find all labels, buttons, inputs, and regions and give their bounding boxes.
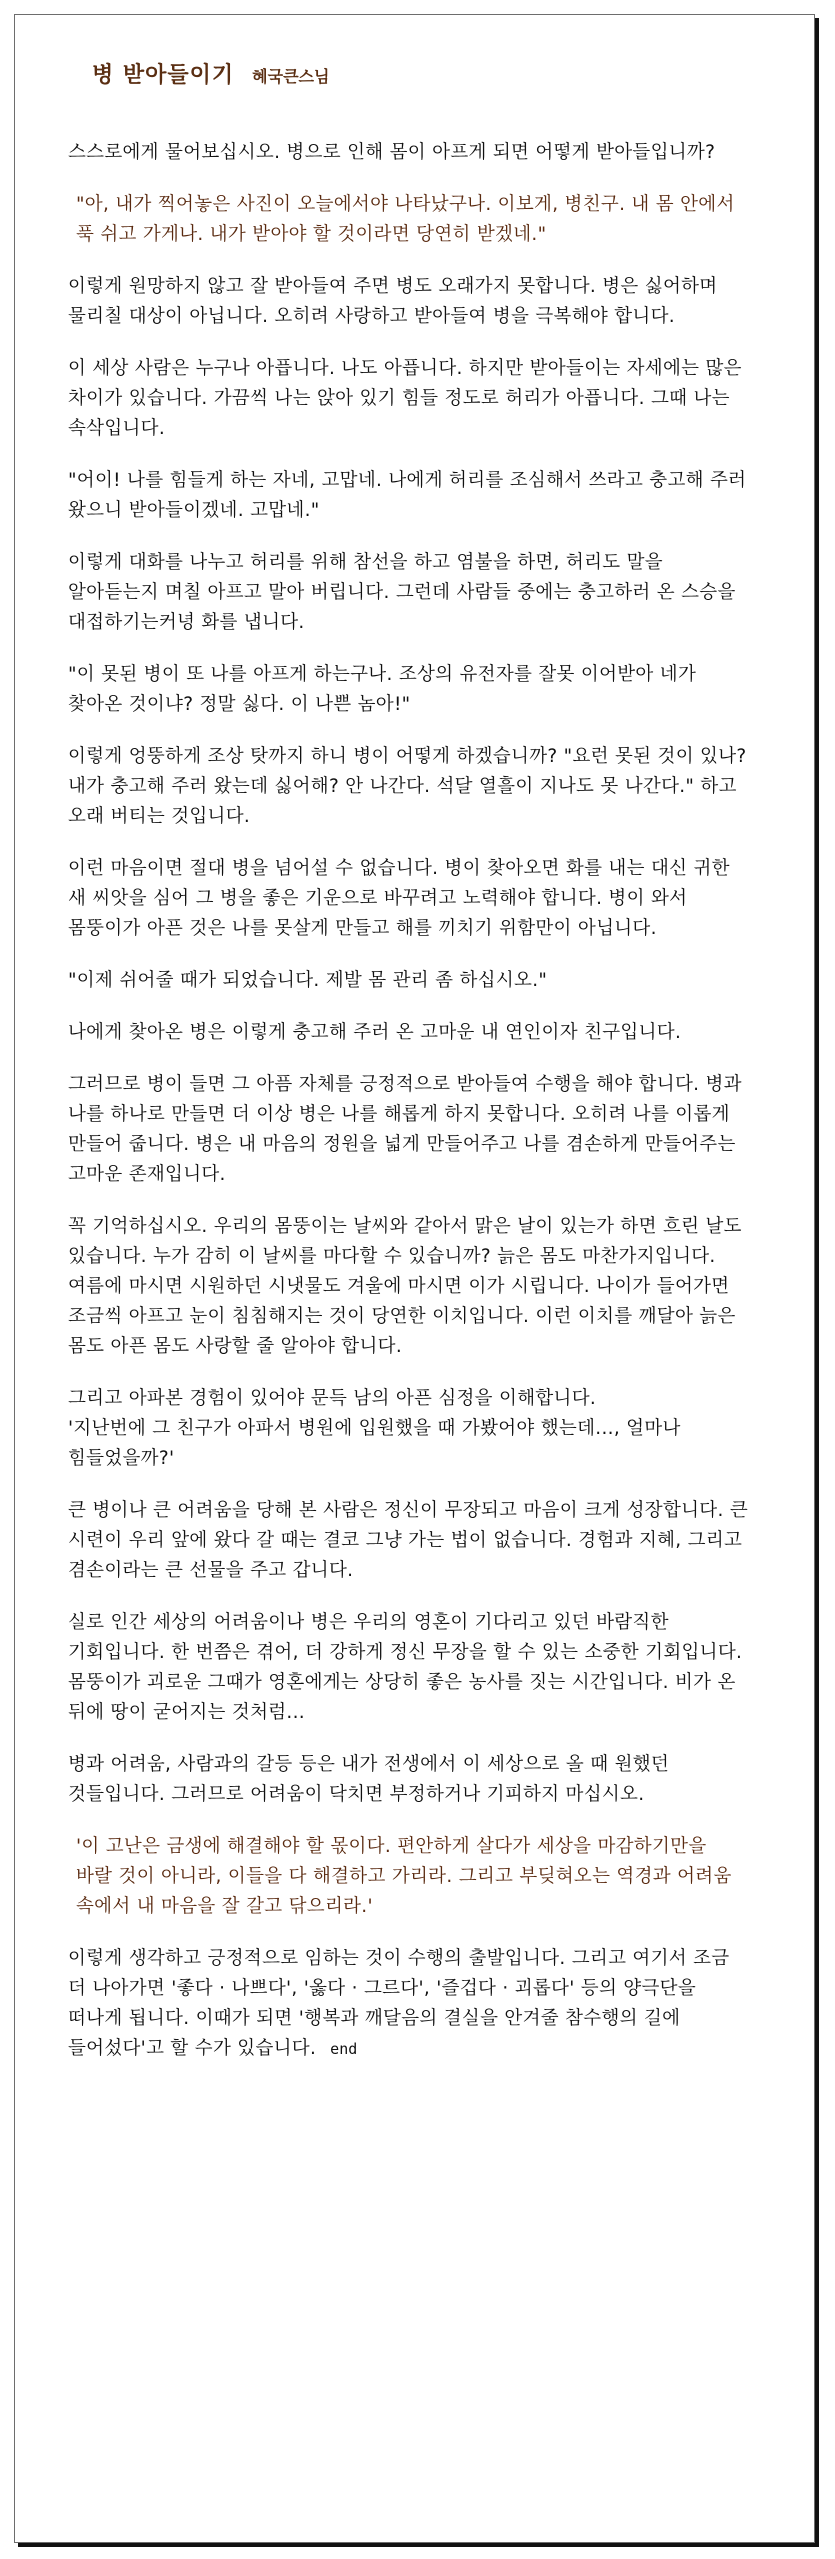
- paragraph: 스스로에게 물어보십시오. 병으로 인해 몸이 아프게 되면 어떻게 받아들입니까?: [68, 142, 716, 163]
- quote-paragraph: '이 고난은 금생에 해결해야 할 몫이다. 편안하게 살다가 세상을 마감하기만을 바랄 것이 아니라, 이들을 다 해결하고 가리라. 그리고 부딪혀오는 역경과 어려움 속에서 내 마음을 잘 갈고 닦으리라.': [76, 1836, 732, 1917]
- quote-paragraph: "아, 내가 찍어놓은 사진이 오늘에서야 나타났구나. 이보게, 병친구. 내 몸 안에서 푹 쉬고 가게나. 내가 받아야 할 것이라면 당연히 받겠네.": [76, 194, 735, 245]
- paragraph: 실로 인간 세상의 어려움이나 병은 우리의 영혼이 기다리고 있던 바람직한 기회입니다. 한 번쯤은 겪어, 더 강하게 정신 무장을 할 수 있는 소중한 기회입니다. 몸뚱이가 괴로운 그때가 영혼에게는 상당히 좋은 농사를 짓는 시간입니다. 비가 온 뒤에 땅이 굳어지는 것처럼...: [68, 1612, 743, 1723]
- paragraph: 이렇게 대화를 나누고 허리를 위해 참선을 하고 염불을 하면, 허리도 말을 알아듣는지 며칠 아프고 말아 버립니다. 그런데 사람들 중에는 충고하러 온 스승을 대접하기는커녕 화를 냅니다.: [68, 552, 736, 633]
- paragraph: 이렇게 원망하지 않고 잘 받아들여 주면 병도 오래가지 못합니다. 병은 싫어하며 물리칠 대상이 아닙니다. 오히려 사랑하고 받아들여 병을 극복해야 합니다.: [68, 276, 718, 327]
- paragraph: "어이! 나를 힘들게 하는 자네, 고맙네. 나에게 허리를 조심해서 쓰라고 충고해 주러 왔으니 받아들이겠네. 고맙네.": [68, 470, 747, 521]
- paragraph: 이런 마음이면 절대 병을 넘어설 수 없습니다. 병이 찾아오면 화를 내는 대신 귀한 새 씨앗을 심어 그 병을 좋은 기운으로 바꾸려고 노력해야 합니다. 병이 와서 몸뚱이가 아픈 것은 나를 못살게 만들고 해를 끼치기 위함만이 아닙니다.: [68, 858, 730, 939]
- paragraph: 이렇게 엉뚱하게 조상 탓까지 하니 병이 어떻게 하겠습니까? "요런 못된 것이 있나? 내가 충고해 주러 왔는데 싫어해? 안 나간다. 석달 열흘이 지나도 못 나간다." 하고 오래 버티는 것입니다.: [68, 746, 747, 827]
- article: [68, 58, 748, 2086]
- paragraph: "이 못된 병이 또 나를 아프게 하는구나. 조상의 유전자를 잘못 이어받아 네가 찾아온 것이냐? 정말 싫다. 이 나쁜 놈아!": [68, 664, 697, 715]
- paragraph: 나에게 찾아온 병은 이렇게 충고해 주러 온 고마운 내 연인이자 친구입니다.: [68, 1022, 682, 1043]
- paragraph: 이 세상 사람은 누구나 아픕니다. 나도 아픕니다. 하지만 받아들이는 자세에는 많은 차이가 있습니다. 가끔씩 나는 앉아 있기 힘들 정도로 허리가 아픕니다. 그때 나는 속삭입니다.: [68, 358, 742, 439]
- paragraph: "이제 쉬어줄 때가 되었습니다. 제발 몸 관리 좀 하십시오.": [68, 970, 548, 991]
- title-row: [68, 58, 748, 102]
- article-title: 병 받아들이기: [92, 63, 235, 88]
- paragraph: 그러므로 병이 들면 그 아픔 자체를 긍정적으로 받아들여 수행을 해야 합니다. 병과 나를 하나로 만들면 더 이상 병은 나를 해롭게 하지 못합니다. 오히려 나를 이롭게 만들어 줍니다. 병은 내 마음의 정원을 넓게 만들어주고 나를 겸손하게 만들어주는 고마운 존재입니다.: [68, 1074, 742, 1185]
- article-author: 혜국큰스님: [252, 67, 330, 86]
- paragraph: '지난번에 그 친구가 아파서 병원에 입원했을 때 가봤어야 했는데..., 얼마나 힘들었을까?': [68, 1418, 681, 1469]
- closing-text: 이렇게 생각하고 긍정적으로 임하는 것이 수행의 출발입니다. 그리고 여기서 조금 더 나아가면 '좋다 · 나쁘다', '옳다 · 그르다', '즐겁다 · 괴롭다' 등의 양극단을 떠나게 됩니다. 이때가 되면 '행복과 깨달음의 결실을 안겨줄 참수행의 길에 들어섰다'고 할 수가 있습니다.: [68, 1948, 730, 2059]
- end-mark: end: [330, 2040, 358, 2058]
- paragraph: 병과 어려움, 사람과의 갈등 등은 내가 전생에서 이 세상으로 올 때 원했던 것들입니다. 그러므로 어려움이 닥치면 부정하거나 기피하지 마십시오.: [68, 1754, 670, 1805]
- paragraph: 그리고 아파본 경험이 있어야 문득 남의 아픈 심정을 이해합니다.: [68, 1388, 597, 1409]
- paragraph: 큰 병이나 큰 어려움을 당해 본 사람은 정신이 무장되고 마음이 크게 성장합니다. 큰 시련이 우리 앞에 왔다 갈 때는 결코 그냥 가는 법이 없습니다. 경험과 지혜, 그리고 겸손이라는 큰 선물을 주고 갑니다.: [68, 1500, 748, 1581]
- paragraph: 꼭 기억하십시오. 우리의 몸뚱이는 날씨와 같아서 맑은 날이 있는가 하면 흐린 날도 있습니다. 누가 감히 이 날씨를 마다할 수 있습니까? 늙은 몸도 마찬가지입니다. 여름에 마시면 시원하던 시냇물도 겨울에 마시면 이가 시립니다. 나이가 들어가면 조금씩 아프고 눈이 침침해지는 것이 당연한 이치입니다. 이런 이치를 깨달아 늙은 몸도 아픈 몸도 사랑할 줄 알아야 합니다.: [68, 1216, 742, 1357]
- closing-paragraph: [68, 1944, 748, 2064]
